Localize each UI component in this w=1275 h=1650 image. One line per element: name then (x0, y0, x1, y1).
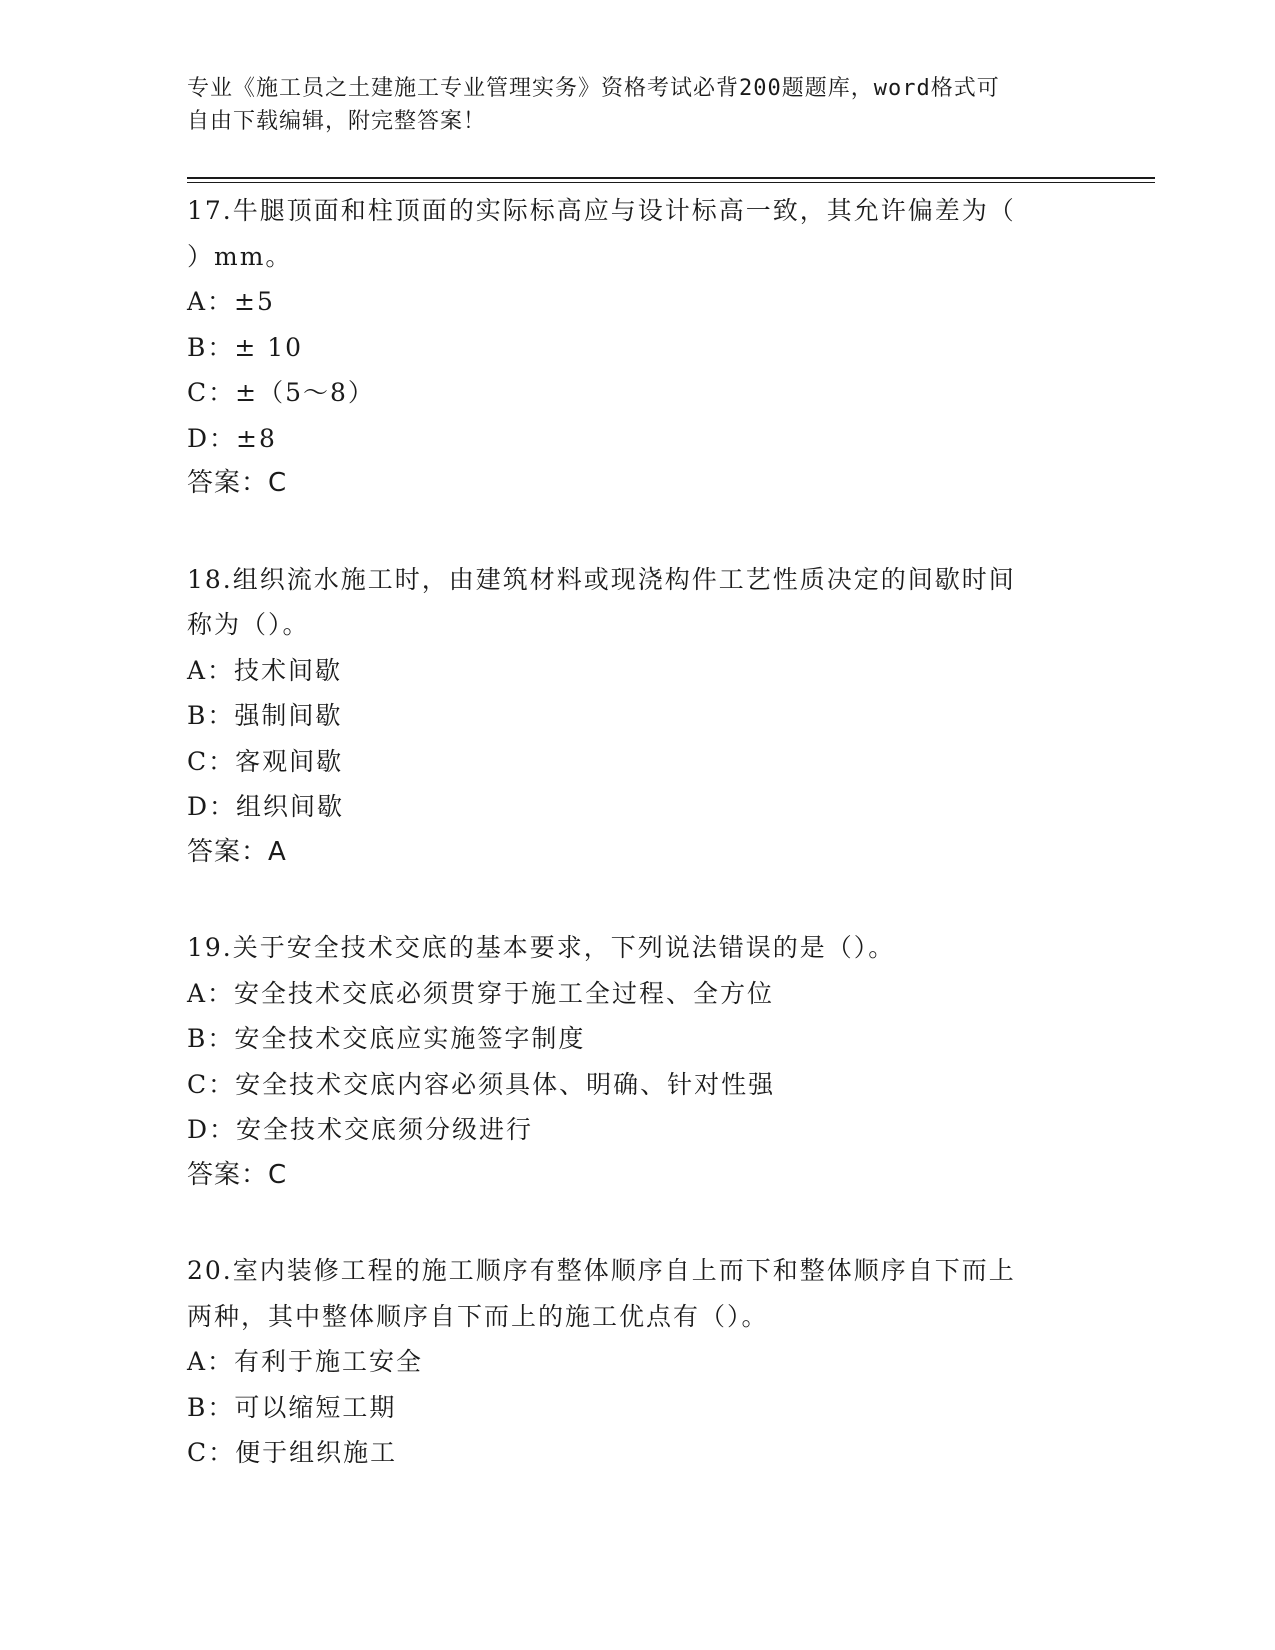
option-a: A：±5 (187, 287, 275, 316)
header-divider-thin (187, 182, 1155, 183)
option-b: B：安全技术交底应实施签字制度 (187, 1024, 586, 1053)
question-stem-cont: 两种，其中整体顺序自下而上的施工优点有（）。 (187, 1301, 769, 1331)
option-d: D：±8 (187, 423, 277, 453)
option-a: A：有利于施工安全 (187, 1347, 424, 1376)
question-stem: 17.牛腿顶面和柱顶面的实际标高应与设计标高一致，其允许偏差为（ (187, 196, 1016, 225)
answer-key: 答案：C (187, 468, 288, 498)
option-a: A：技术间歇 (187, 655, 343, 685)
question-stem: 20.室内装修工程的施工顺序有整体顺序自上而下和整体顺序自下而上 (187, 1256, 1016, 1285)
question-stem: 19.关于安全技术交底的基本要求，下列说法错误的是（）。 (187, 933, 896, 962)
option-d: D：安全技术交底须分级进行 (187, 1115, 534, 1144)
option-c: C：±（5～8） (187, 378, 375, 407)
question-17 (187, 188, 1087, 507)
option-b: B：可以缩短工期 (187, 1392, 397, 1422)
header-line-2: 自由下载编辑，附完整答案！ (187, 109, 487, 134)
option-c: C：安全技术交底内容必须具体、明确、针对性强 (187, 1069, 776, 1099)
question-stem: 18.组织流水施工时，由建筑材料或现浇构件工艺性质决定的间歇时间 (187, 564, 1016, 594)
option-a: A：安全技术交底必须贯穿于施工全过程、全方位 (187, 978, 775, 1008)
option-c: C：便于组织施工 (187, 1438, 398, 1467)
option-c: C：客观间歇 (187, 746, 344, 776)
option-b: B：± 10 (187, 332, 304, 362)
header-line-1: 专业《施工员之土建施工专业管理实务》资格考试必背200题题库，word格式可 (187, 76, 1000, 101)
document-header (187, 72, 1067, 138)
option-d: D：组织间歇 (187, 792, 345, 821)
header-divider-thick (187, 177, 1155, 179)
answer-key: 答案：A (187, 836, 287, 867)
answer-key: 答案：C (187, 1159, 288, 1190)
option-b: B：强制间歇 (187, 701, 343, 730)
question-20 (187, 1248, 1087, 1476)
question-stem-cont: ）mm。 (187, 241, 293, 271)
question-stem-cont: 称为（）。 (187, 610, 310, 639)
question-list (187, 188, 1087, 1526)
question-18 (187, 557, 1087, 876)
question-19 (187, 925, 1087, 1198)
